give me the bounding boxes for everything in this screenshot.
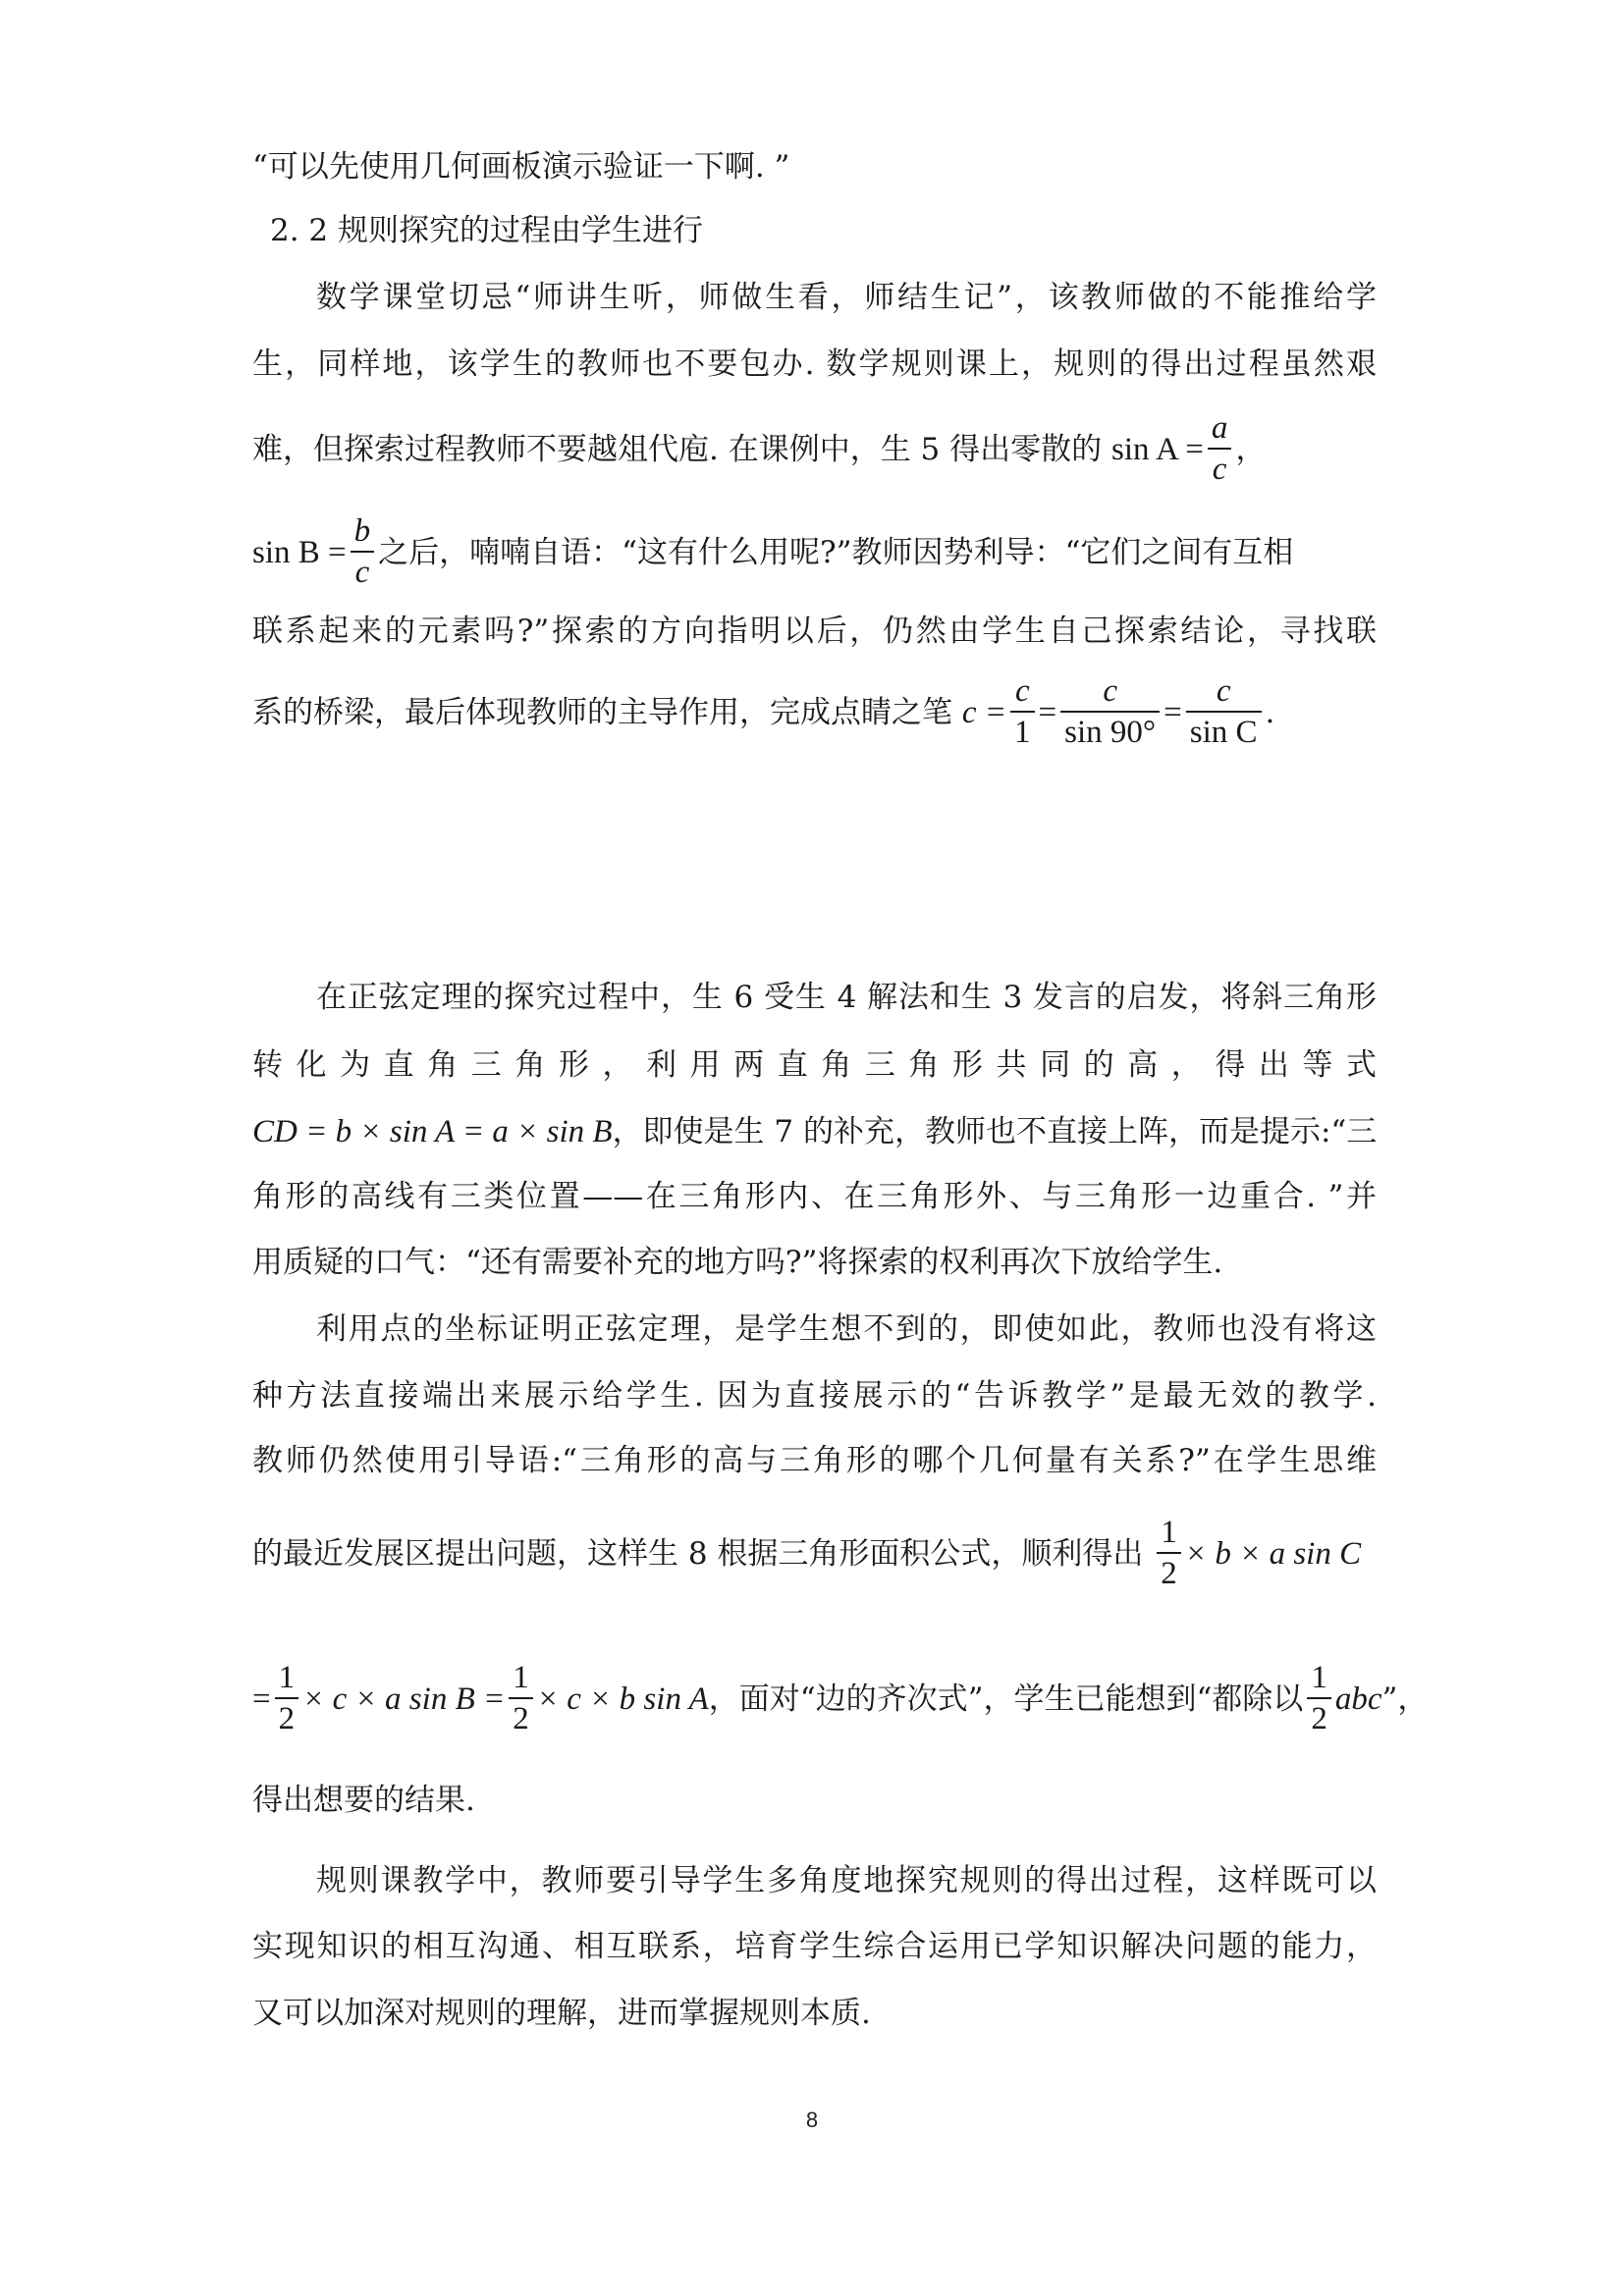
text-line-8 — [252, 675, 1624, 753]
fraction-denominator: c — [1212, 452, 1227, 488]
sinA-lhs: sin A = — [1111, 431, 1204, 467]
fraction-c-over-sin90 — [1060, 673, 1160, 751]
fraction-numerator: a — [1208, 410, 1232, 450]
text-line-19: 得出想要的结果. — [252, 1783, 475, 1818]
fraction-denominator: c — [354, 555, 370, 591]
text-line-5 — [252, 412, 1624, 490]
fraction-denominator: 2 — [513, 1701, 529, 1737]
text-line-13: 用质疑的口气：“还有需要补充的地方吗?”将探索的权利再次下放给学生. — [252, 1245, 1223, 1280]
equals-sign: = — [252, 1681, 271, 1717]
area-expr-1: × b × a sin C — [1184, 1535, 1362, 1572]
fraction-one-half — [1307, 1660, 1331, 1737]
fraction-numerator: c — [1010, 673, 1035, 713]
fraction-c-over-1 — [1010, 673, 1035, 751]
text-line-6 — [252, 515, 1624, 593]
text-line-17-pre: 的最近发展区提出问题，这样生 8 根据三角形面积公式，顺利得出 — [252, 1535, 1144, 1572]
text-line-20: 规则课教学中，教师要引导学生多角度地探究规则的得出过程，这样既可以 — [316, 1863, 1377, 1898]
text-line-8-pre: 系的桥梁，最后体现教师的主导作用，完成点睛之笔 — [252, 694, 952, 730]
fraction-denominator: 2 — [278, 1701, 296, 1737]
fraction-numerator: 1 — [509, 1660, 533, 1699]
text-line-9: 在正弦定理的探究过程中，生 6 受生 4 解法和生 3 发言的启发，将斜三角形 — [316, 980, 1377, 1015]
text-line-12: 角形的高线有三类位置——在三角形内、在三角形外、与三角形一边重合. ”并 — [252, 1179, 1377, 1214]
fraction-denominator: 1 — [1014, 715, 1031, 751]
text-line-22: 又可以加深对规则的理解，进而掌握规则本质. — [252, 1996, 871, 2031]
abc-term: abc — [1334, 1681, 1382, 1717]
fraction-denominator: sin 90° — [1064, 715, 1157, 751]
fraction-one-half — [1157, 1515, 1181, 1592]
text-line-5-post: ， — [1235, 431, 1267, 467]
equals-sign: = — [1164, 694, 1182, 730]
text-line-1: “可以先使用几何画板演示验证一下啊. ” — [252, 149, 790, 185]
text-line-21: 实现知识的相互沟通、相互联系，培育学生综合运用已学知识解决问题的能力， — [252, 1929, 1377, 1964]
fraction-denominator: 2 — [1161, 1556, 1177, 1592]
fraction-numerator: c — [1186, 673, 1262, 713]
text-line-3: 数学课堂切忌“师讲生听，师做生看，师结生记”，该教师做的不能推给学 — [316, 280, 1377, 315]
section-heading: 2. 2 规则探究的过程由学生进行 — [270, 213, 704, 248]
fraction-numerator: c — [1060, 673, 1160, 713]
fraction-c-over-sinC — [1186, 673, 1262, 751]
fraction-numerator: 1 — [1157, 1515, 1181, 1554]
text-line-10: 转化为直角三角形，利用两直角三角形共同的高，得出等式 — [252, 1047, 1377, 1083]
fraction-numerator: 1 — [1307, 1660, 1331, 1699]
fraction-numerator: 1 — [275, 1660, 299, 1699]
text-line-11-post: ，即使是生 7 的补充，教师也不直接上阵，而是提示:“三 — [612, 1114, 1378, 1149]
text-line-8-post: . — [1265, 694, 1275, 730]
text-line-17 — [252, 1517, 1624, 1594]
fraction-a-over-c — [1208, 410, 1232, 488]
sinB-lhs: sin B = — [252, 534, 347, 570]
text-line-4: 生，同样地，该学生的教师也不要包办. 数学规则课上，规则的得出过程虽然艰 — [252, 347, 1377, 382]
area-expr-3: × c × b sin A — [536, 1681, 709, 1717]
text-line-6-post: 之后，喃喃自语：“这有什么用呢?”教师因势利导：“它们之间有互相 — [378, 534, 1294, 570]
cd-expression: CD = b × sin A = a × sin B — [252, 1114, 613, 1149]
fraction-one-half — [275, 1660, 299, 1737]
text-line-5-pre: 难，但探索过程教师不要越俎代庖. 在课例中，生 5 得出零散的 — [252, 431, 1103, 467]
page-number: 8 — [805, 2108, 819, 2132]
text-line-15: 种方法直接端出来展示给学生. 因为直接展示的“告诉教学”是最无效的教学. — [252, 1378, 1377, 1414]
text-line-14: 利用点的坐标证明正弦定理，是学生想不到的，即使如此，教师也没有将这 — [316, 1311, 1377, 1347]
c-eq: c = — [961, 694, 1007, 730]
fraction-b-over-c — [351, 513, 375, 591]
equals-sign: = — [1038, 694, 1057, 730]
text-line-7: 联系起来的元素吗?”探索的方向指明以后，仍然由学生自己探索结论，寻找联 — [252, 614, 1377, 649]
fraction-denominator: sin C — [1189, 715, 1258, 751]
area-expr-2: × c × a sin B = — [302, 1681, 506, 1717]
fraction-one-half — [509, 1660, 533, 1737]
text-line-16: 教师仍然使用引导语:“三角形的高与三角形的哪个几何量有关系?”在学生思维 — [252, 1443, 1377, 1478]
fraction-numerator: b — [351, 513, 375, 553]
text-line-18-mid: ，面对“边的齐次式”，学生已能想到“都除以 — [708, 1681, 1304, 1717]
fraction-denominator: 2 — [1311, 1701, 1327, 1737]
text-line-18-post: ”， — [1381, 1681, 1429, 1717]
text-line-18 — [252, 1662, 1624, 1739]
text-line-11 — [252, 1113, 1624, 1152]
